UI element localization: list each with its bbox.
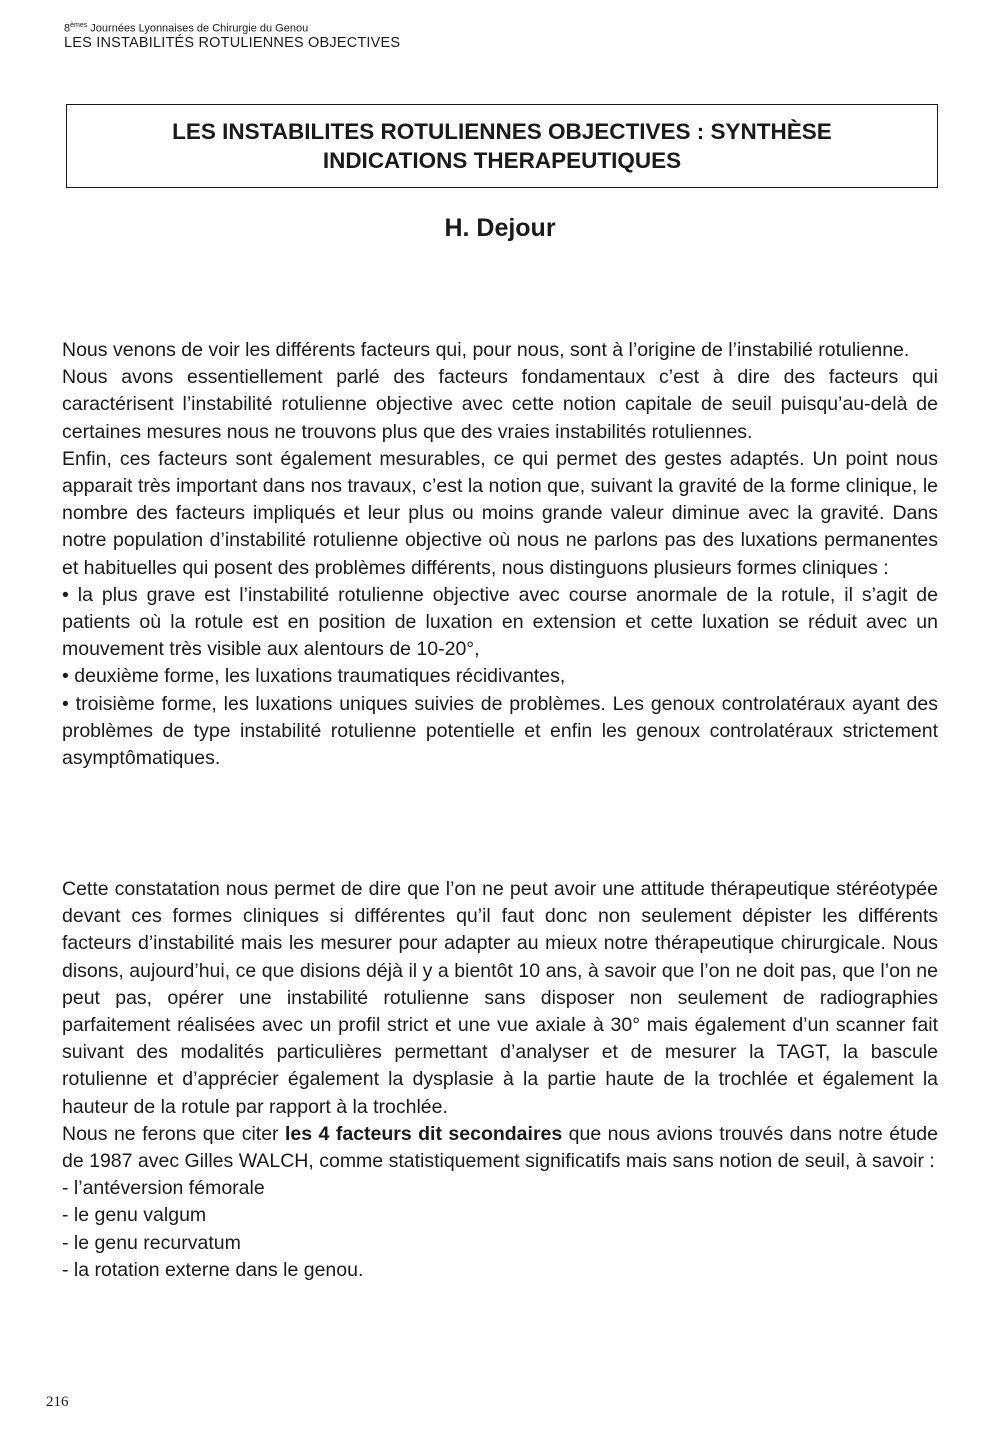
page-number: 216: [46, 1394, 69, 1410]
bullet-item: • deuxième forme, les luxations traumatiques récidivantes,: [62, 663, 938, 690]
dash-item: - la rotation externe dans le genou.: [62, 1258, 364, 1281]
body-section-1: [62, 337, 938, 772]
bullet-item: • troisième forme, les luxations uniques suivies de problèmes. Les genoux controlatéraux ayant des problèmes de type instabilité rotulienne potentielle et enfin les genoux controlatéraux strictement asymptômatiques.: [62, 691, 938, 773]
title-line-1: LES INSTABILITES ROTULIENNES OBJECTIVES : SYNTHÈSE: [172, 118, 832, 144]
running-head: [64, 22, 400, 52]
title-box: [66, 104, 938, 188]
author-name: H. Dejour: [444, 214, 556, 242]
paragraph-3: Enfin, ces facteurs sont également mesurables, ce qui permet des gestes adaptés. Un point nous apparait très important dans nos travaux, c’est la notion que, suivant la gravité de la forme clinique, le nombre des facteurs impliqués et leur plus ou moins grande valeur diminue avec la gravité. Dans notre population d’instabilité rotulienne objective où nous ne parlons pas des luxations permanentes et habituelles qui posent des problèmes différents, nous distinguons plusieurs formes cliniques :: [62, 447, 938, 579]
dash-item: - le genu recurvatum: [62, 1231, 241, 1254]
title-line-2: INDICATIONS THERAPEUTIQUES: [322, 148, 682, 173]
paragraph-5: Nous ne ferons que citer les 4 facteurs dit secondaires que nous avions trouvés dans notre étude de 1987 avec Gilles WALCH, comme statistiquement significatifs mais sans notion de seuil, à savoir :: [62, 1122, 938, 1173]
dash-item: - le genu valgum: [62, 1204, 207, 1227]
running-head-topic: LES INSTABILITÉS ROTULIENNES OBJECTIVES: [64, 35, 401, 52]
bullet-item: • la plus grave est l’instabilité rotulienne objective avec course anormale de la rotule, il s’agit de patients où la rotule est en position de luxation en extension et cette luxation se réduit avec un mouvement très visible aux alentours de 10-20°,: [62, 582, 938, 664]
paragraph-2: Nous avons essentiellement parlé des facteurs fondamentaux c’est à dire des facteurs qui caractérisent l’instabilité rotulienne objective avec cette notion capitale de seuil puisqu’au-delà de certaines mesures nous ne trouvons plus que des vraies instabilités rotuliennes.: [62, 366, 938, 443]
paragraph-4: Cette constatation nous permet de dire que l’on ne peut avoir une attitude thérapeutique stéréotypée devant ces formes cliniques si différentes qu’il faut donc non seulement dépister les différents facteurs d’instabilité mais les mesurer pour adapter au mieux notre thérapeutique chirurgicale. Nous disons, aujourd’hui, ce que disions déjà il y a bientôt 10 ans, à savoir que l’on ne doit pas, que l’on ne peut pas, opérer une instabilité rotulienne sans disposer non seulement de radiographies parfaitement réalisées avec un profil strict et une vue axiale à 30° mais également d’un scanner fait suivant des modalités particulières permettant d’analyser et de mesurer la TAGT, la bascule rotulienne et d’apprécier également la dysplasie à la partie haute de la trochlée et également la hauteur de la rotule par rapport à la trochlée.: [62, 878, 938, 1118]
dash-item: - l’antéversion fémorale: [62, 1177, 265, 1200]
secondary-factors-emphasis: les 4 facteurs dit secondaires: [285, 1122, 563, 1145]
conference-name: 8èmes Journées Lyonnaises de Chirurgie du Genou: [64, 22, 309, 35]
body-section-2: [62, 876, 938, 1284]
paragraph-1: Nous venons de voir les différents facteurs qui, pour nous, sont à l’origine de l’instabilié rotulienne.: [62, 339, 910, 361]
